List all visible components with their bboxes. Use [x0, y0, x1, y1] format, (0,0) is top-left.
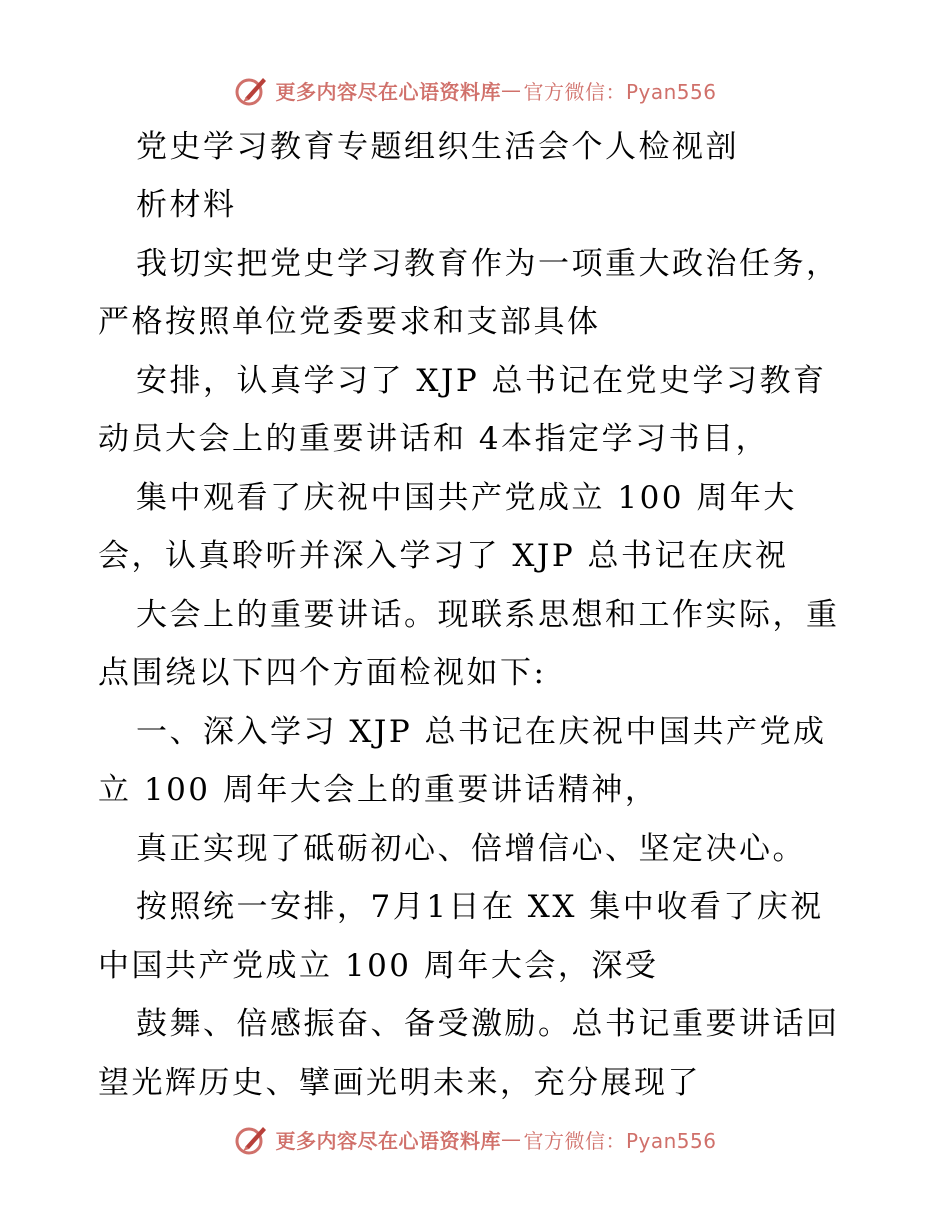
text-line: 真正实现了砥砺初心、倍增信心、坚定决心。	[136, 831, 806, 867]
footer-watermark-banner	[0, 1119, 950, 1159]
text-line: 会，认真聆听并深入学习了 XJP 总书记在庆祝	[98, 538, 789, 574]
banner-dash: —	[500, 1127, 522, 1151]
text-line: 严格按照单位党委要求和支部具体	[98, 304, 601, 340]
header-watermark-banner	[0, 70, 950, 110]
text-line: 按照统一安排，7月1日在 XX 集中收看了庆祝	[136, 889, 824, 925]
text-line: 一、深入学习 XJP 总书记在庆祝中国共产党成	[136, 714, 827, 750]
text-line: 党史学习教育专题组织生活会个人检视剖	[136, 129, 739, 165]
text-line: 析材料	[136, 187, 237, 223]
text-line: 我切实把党史学习教育作为一项重大政治任务，	[136, 246, 840, 282]
banner-official-text: 官方微信：Pyan556	[523, 1128, 717, 1153]
quill-logo-icon	[233, 1121, 269, 1157]
text-line: 望光辉历史、擘画光明未来，充分展现了	[98, 1065, 701, 1101]
text-line: 中国共产党成立 100 周年大会，深受	[98, 948, 659, 984]
text-line: 动员大会上的重要讲话和 4本指定学习书目，	[98, 421, 770, 457]
text-line: 集中观看了庆祝中国共产党成立 100 周年大	[136, 480, 797, 516]
banner-dash: —	[500, 78, 522, 102]
banner-official-text: 官方微信：Pyan556	[523, 79, 717, 104]
banner-brand-text: 更多内容尽在心语资料库	[275, 1128, 501, 1153]
text-line: 大会上的重要讲话。现联系思想和工作实际，重	[136, 597, 840, 633]
text-line: 安排，认真学习了 XJP 总书记在党史学习教育	[136, 363, 827, 399]
text-line: 点围绕以下四个方面检视如下:	[98, 655, 547, 691]
text-line: 鼓舞、倍感振奋、备受激励。总书记重要讲话回	[136, 1006, 840, 1042]
quill-logo-icon	[233, 72, 269, 108]
banner-brand-text: 更多内容尽在心语资料库	[275, 79, 501, 104]
text-line: 立 100 周年大会上的重要讲话精神，	[98, 772, 659, 808]
